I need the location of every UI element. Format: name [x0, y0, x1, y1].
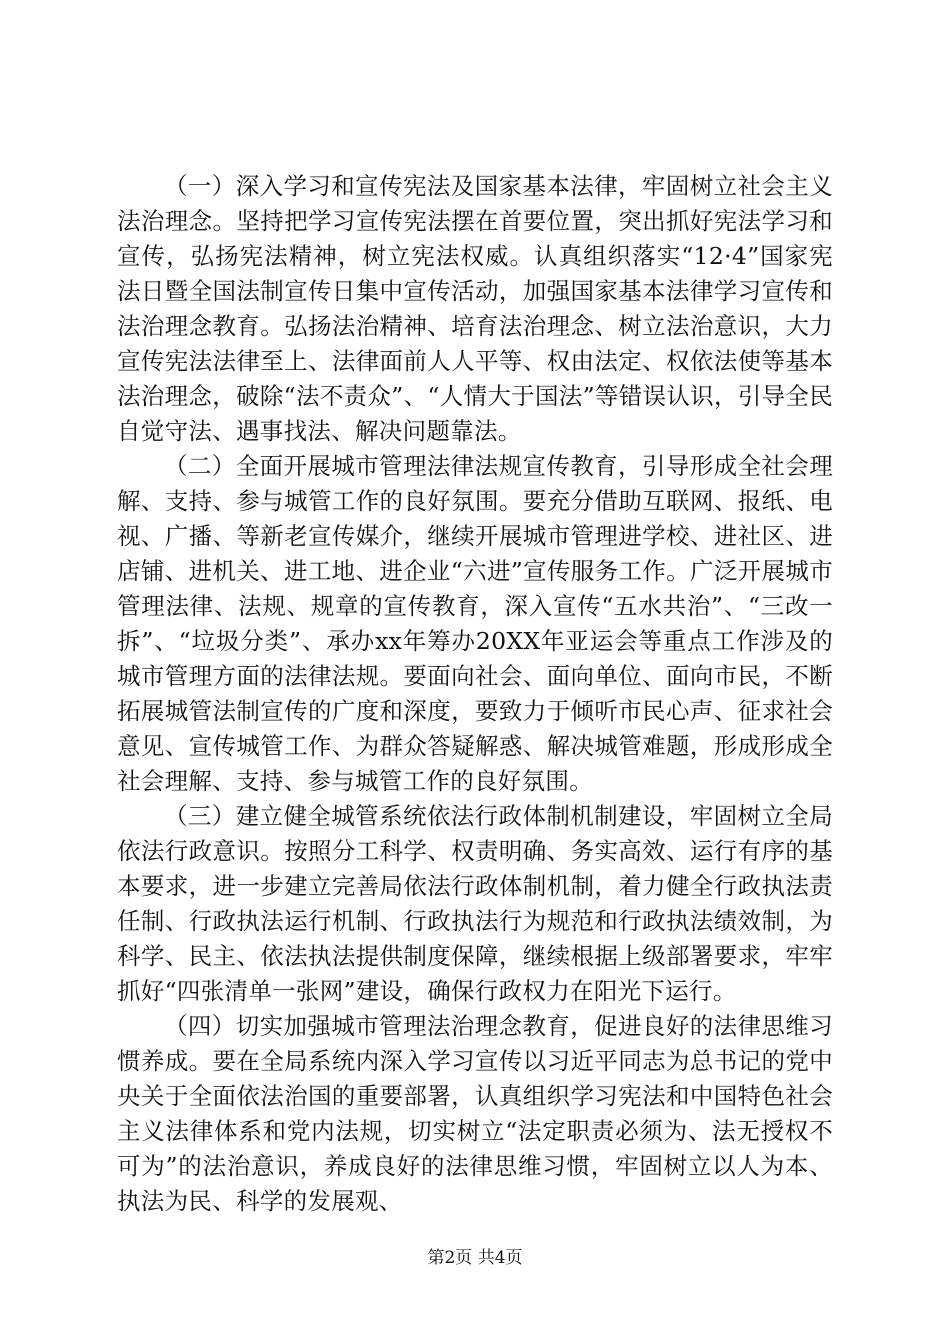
paragraph-2: （二）全面开展城市管理法律法规宣传教育，引导形成全社会理解、支持、参与城管工作的良好氛围。要充分借助互联网、报纸、电视、广播、等新老宣传媒介，继续开展城市管理进学校、进社区、进店铺、进机关、进工地、进企业“六进”宣传服务工作。广泛开展城市管理法律、法规、规章的宣传教育，深入宣传“五水共治”、“三改一拆”、“垃圾分类”、承办xx年筹办20XX年亚运会等重点工作涉及的城市管理方面的法律法规。要面向社会、面向单位、面向市民，不断拓展城管法制宣传的广度和深度，要致力于倾听市民心声、征求社会意见、宣传城管工作、为群众答疑解惑、解决城管难题，形成形成全社会理解、支持、参与城管工作的良好氛围。: [117, 452, 833, 795]
paragraph-1: （一）深入学习和宣传宪法及国家基本法律，牢固树立社会主义法治理念。坚持把学习宣传宪法摆在首要位置，突出抓好宪法学习和宣传，弘扬宪法精神，树立宪法权威。认真组织落实“12·4”国家宪法日暨全国法制宣传日集中宣传活动，加强国家基本法律学习宣传和法治理念教育。弘扬法治精神、培育法治理念、树立法治意识，大力宣传宪法法律至上、法律面前人人平等、权由法定、权依法使等基本法治理念，破除“法不责众”、“人情大于国法”等错误认识，引导全民自觉守法、遇事找法、解决问题靠法。: [117, 172, 833, 445]
paragraph-4: （四）切实加强城市管理法治理念教育，促进良好的法律思维习惯养成。要在全局系统内深入学习宣传以习近平同志为总书记的党中央关于全面依法治国的重要部署，认真组织学习宪法和中国特色社会主义法律体系和党内法规，切实树立“法定职责必须为、法无授权不可为”的法治意识，养成良好的法律思维习惯，牢固树立以人为本、执法为民、科学的发展观、: [117, 1012, 833, 1215]
paragraph-3: （三）建立健全城管系统依法行政体制机制建设，牢固树立全局依法行政意识。按照分工科学、权责明确、务实高效、运行有序的基本要求，进一步建立完善局依法行政体制机制，着力健全行政执法责任制、行政执法运行机制、行政执法行为规范和行政执法绩效制，为科学、民主、依法执法提供制度保障，继续根据上级部署要求，牢牢抓好“四张清单一张网”建设，确保行政权力在阳光下运行。: [117, 802, 833, 1005]
page-number: 第2页: [427, 1248, 473, 1268]
page-total: 共4页: [477, 1248, 523, 1268]
document-body: [117, 169, 833, 1219]
page-footer: [0, 1247, 950, 1269]
